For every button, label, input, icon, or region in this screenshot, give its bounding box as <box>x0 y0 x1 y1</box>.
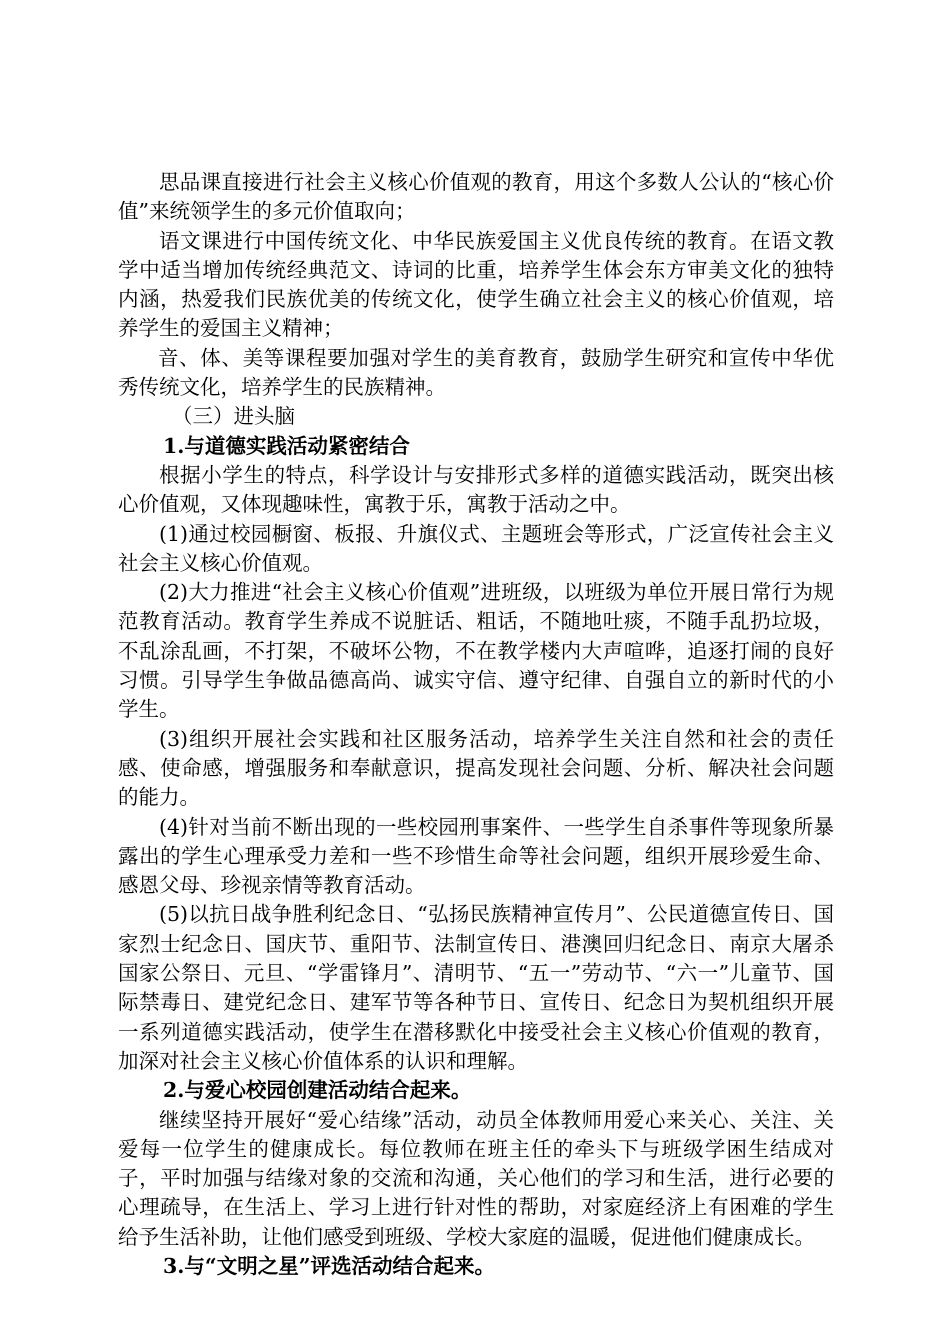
subheading-caring-campus: 2.与爱心校园创建活动结合起来。 <box>163 1078 472 1103</box>
list-item-2: (2)大力推进“社会主义核心价值观”进班级，以班级为单位开展日常行为规范教育活动。教育学生养成不说脏话、粗话，不随地吐痰，不随手乱扔垃圾，不乱涂乱画，不打架，不破坏公物，不在教学楼内大声喧哗，追逐打闹的良好习惯。引导学生争做品德高尚、诚实守信、遵守纪律、自强自立的新时代的小学生。 <box>118 580 834 722</box>
paragraph-chinese-course: 语文课进行中国传统文化、中华民族爱国主义优良传统的教育。在语文教学中适当增加传统经典范文、诗词的比重，培养学生体会东方审美文化的独特内涵，热爱我们民族优美的传统文化，使学生确立社会主义的核心价值观，培养学生的爱国主义精神； <box>118 228 834 341</box>
list-item-3: (3)组织开展社会实践和社区服务活动，培养学生关注自然和社会的责任感、使命感，增强服务和奉献意识，提高发现社会问题、分析、解决社会问题的能力。 <box>118 726 834 810</box>
document-body <box>118 168 834 1281</box>
paragraph-caring-campus: 继续坚持开展好“爱心结缘”活动，动员全体教师用爱心来关心、关注、关爱每一位学生的健康成长。每位教师在班主任的牵头下与班级学困生结成对子，平时加强与结缘对象的交流和沟通，关心他们的学习和生活，进行必要的心理疏导，在生活上、学习上进行针对性的帮助，对家庭经济上有困难的学生给予生活补助，让他们感受到班级、学校大家庭的温暖，促进他们健康成长。 <box>118 1107 834 1249</box>
subheading-civility-star: 3.与“文明之星”评选活动结合起来。 <box>163 1253 495 1278</box>
list-item-1: (1)通过校园橱窗、板报、升旗仪式、主题班会等形式，广泛宣传社会主义社会主义核心价值观。 <box>118 521 834 575</box>
list-item-5: (5)以抗日战争胜利纪念日、“弘扬民族精神宣传月”、公民道德宣传日、国家烈士纪念日、国庆节、重阳节、法制宣传日、港澳回归纪念日、南京大屠杀国家公祭日、元旦、“学雷锋月”、清明节、“五一”劳动节、“六一”儿童节、国际禁毒日、建党纪念日、建军节等各种节日、宣传日、纪念日为契机组织开展一系列道德实践活动，使学生在潜移默化中接受社会主义核心价值观的教育，加深对社会主义核心价值体系的认识和理解。 <box>118 902 834 1073</box>
subheading-moral-practice: 1.与道德实践活动紧密结合 <box>163 433 410 458</box>
list-item-4: (4)针对当前不断出现的一些校园刑事案件、一些学生自杀事件等现象所暴露出的学生心理承受力差和一些不珍惜生命等社会问题，组织开展珍爱生命、感恩父母、珍视亲情等教育活动。 <box>118 814 834 898</box>
paragraph-arts-course: 音、体、美等课程要加强对学生的美育教育，鼓励学生研究和宣传中华优秀传统文化，培养学生的民族精神。 <box>118 345 834 400</box>
section-heading-into-mind: （三）进头脑 <box>172 404 295 429</box>
paragraph-ideology-course: 思品课直接进行社会主义核心价值观的教育，用这个多数人公认的“核心价值”来统领学生的多元价值取向； <box>118 170 834 224</box>
paragraph-moral-practice-intro: 根据小学生的特点，科学设计与安排形式多样的道德实践活动，既突出核心价值观，又体现趣味性，寓教于乐，寓教于活动之中。 <box>118 462 834 517</box>
